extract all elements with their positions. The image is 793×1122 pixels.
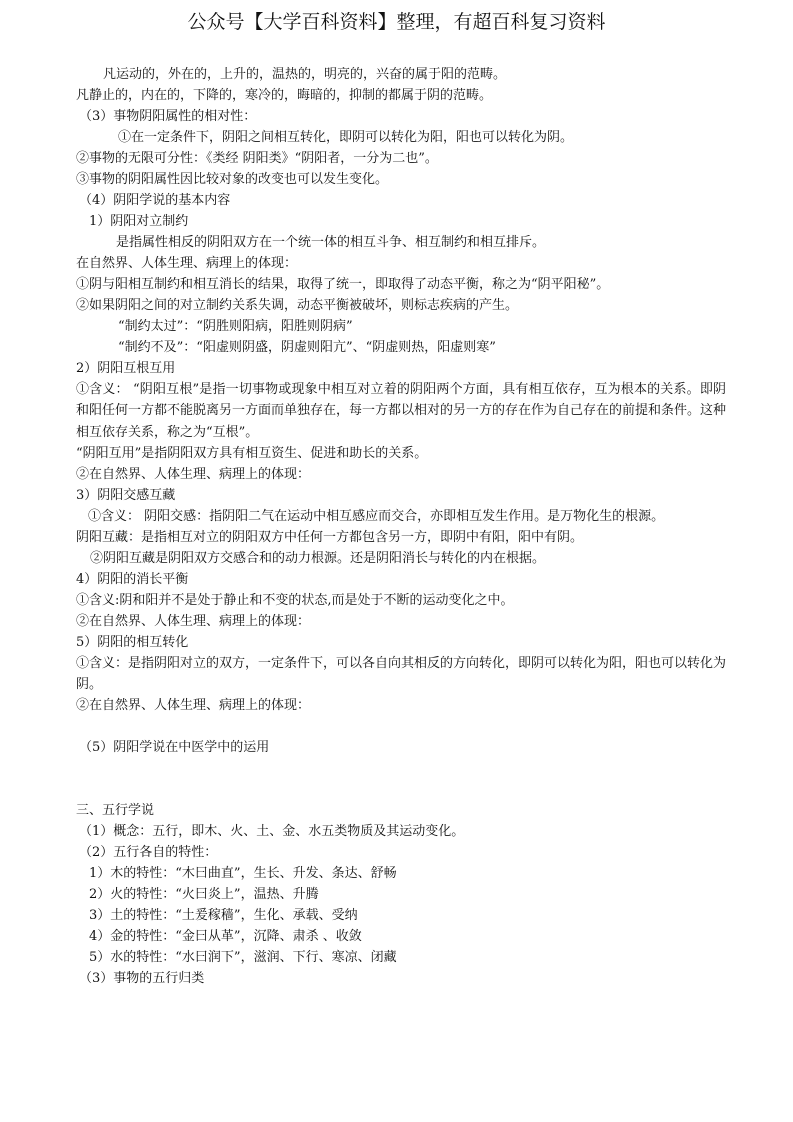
subsection-1-manifest: 在自然界、人体生理、病理上的体现： [76, 256, 298, 271]
section-3-title: （3）事物阴阳属性的相对性： [79, 109, 257, 124]
subsection-1-definition: 是指属性相反的阴阳双方在一个统一体的相互斗争、相互制约和相互排斥。 [116, 235, 546, 250]
subsection-5-manifest: ②在自然界、人体生理、病理上的体现： [76, 698, 311, 714]
subsection-5-definition: ①含义：是指阴阳对立的双方，一定条件下，可以各自向其相反的方向转化，即阴可以转化为阳，阳也可以转化为阴。 [76, 655, 727, 693]
wuxing-heading: 三、五行学说 [76, 803, 155, 819]
wuxing-earth: 3）土的特性：“土爰稼穑”，生化、承载、受纳 [89, 908, 358, 924]
wuxing-wood: 1）木的特性：“木曰曲直”，生长、升发、条达、舒畅 [89, 866, 397, 882]
subsection-2-title: 2）阴阳互根互用 [76, 361, 176, 376]
subsection-1-title: 1）阴阳对立制约 [89, 214, 189, 229]
wuxing-water: 5）水的特性：“水曰润下”，滋润、下行、寒凉、闭藏 [89, 950, 397, 966]
subsection-3-definition-3: ②阴阳互藏是阴阳双方交感合和的动力根源。还是阴阳消长与转化的内在根据。 [90, 550, 546, 566]
yin-definition: 凡静止的，内在的，下降的，寒冷的，晦暗的，抑制的都属于阴的范畴。 [76, 88, 493, 103]
subsection-2-huyong: “阴阳互用”是指阴阳双方具有相互资生、促进和助长的关系。 [76, 445, 428, 461]
yang-definition: 凡运动的，外在的，上升的，温热的，明亮的，兴奋的属于阳的范畴。 [103, 67, 507, 82]
subsection-3-title: 3）阴阳交感互藏 [76, 487, 176, 503]
subsection-1-quote-1: “制约太过”：“阴胜则阳病，阳胜则阴病” [118, 319, 353, 334]
section-3-item-1: ①在一定条件下，阴阳之间相互转化，即阴可以转化为阳，阳也可以转化为阴。 [118, 130, 574, 145]
subsection-1-item-1: ①阴与阳相互制约和相互消长的结果，取得了统一，即取得了动态平衡，称之为“阴平阳秘”。 [76, 277, 610, 292]
subsection-2-definition: ①含义： “阴阳互根”是指一切事物或现象中相互对立着的阴阳两个方面，具有相互依存，互为根本的关系。即阴和阳任何一方都不能脱离另一方面而单独存在，每一方都以相对的另一方的存在作为自己存在的前提和条件。这种相互依存关系，称之为“互根”。 [76, 382, 727, 440]
subsection-3-definition-2: 阴阳互藏：是指相互对立的阴阳双方中任何一方都包含另一方，即阴中有阳，阳中有阴。 [76, 529, 584, 545]
spacer [76, 758, 726, 800]
subsection-2-manifest: ②在自然界、人体生理、病理上的体现： [76, 466, 311, 482]
subsection-4-manifest: ②在自然界、人体生理、病理上的体现： [76, 613, 311, 629]
document-body [76, 64, 726, 989]
spacer [76, 716, 726, 737]
wuxing-concept: （1）概念：五行，即木、火、土、金、水五类物质及其运动变化。 [79, 824, 465, 840]
section-4-title: （4）阴阳学说的基本内容 [79, 193, 231, 208]
wuxing-metal: 4）金的特性：“金曰从革”，沉降、肃杀 、收敛 [89, 929, 362, 945]
wuxing-properties-title: （2）五行各自的特性： [79, 845, 218, 861]
subsection-1-item-2: ②如果阴阳之间的对立制约关系失调，动态平衡被破坏，则标志疾病的产生。 [76, 298, 519, 313]
section-3-item-3: ③事物的阴阳属性因比较对象的改变也可以发生变化。 [76, 172, 389, 187]
section-3-item-2: ②事物的无限可分性：《类经 阴阳类》“阴阳者，一分为二也”。 [76, 151, 438, 166]
subsection-4-definition: ①含义:阴和阳并不是处于静止和不变的状态,而是处于不断的运动变化之中。 [76, 592, 514, 608]
wuxing-classification: （3）事物的五行归类 [79, 971, 205, 987]
subsection-4-title: 4）阴阳的消长平衡 [76, 571, 189, 587]
subsection-5-title: 5）阴阳的相互转化 [76, 634, 189, 650]
page-header-title: 公众号【大学百科资料】整理，有超百科复习资料 [187, 11, 606, 33]
subsection-1-quote-2: “制约不及”：“阳虚则阴盛，阴虚则阳亢”、“阴虚则热，阳虚则寒” [118, 340, 496, 355]
wuxing-fire: 2）火的特性：“火曰炎上”，温热、升腾 [89, 887, 319, 903]
section-5-title: （5）阴阳学说在中医学中的运用 [79, 740, 270, 756]
subsection-3-definition-1: ①含义： 阴阳交感：指阴阳二气在运动中相互感应而交合，亦即相互发生作用。是万物化生的根源。 [88, 508, 665, 524]
